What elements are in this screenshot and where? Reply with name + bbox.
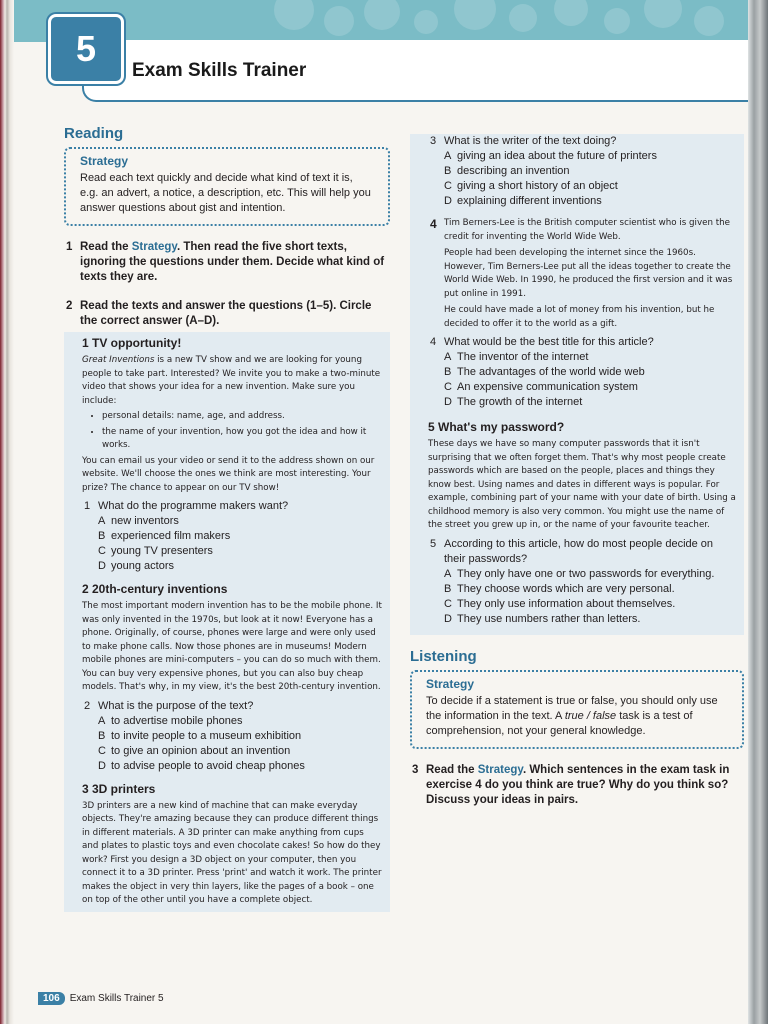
reading-strategy-box xyxy=(64,147,390,226)
question-3 xyxy=(428,134,736,149)
option-text: new inventors xyxy=(111,515,179,527)
listening-heading: Listening xyxy=(410,647,477,665)
task-1 xyxy=(64,240,390,285)
option-text: to give an opinion about an invention xyxy=(111,744,291,757)
text-1-intro-rest: is a new TV show and we are looking for young people to take part. Interested? We invite you to make a two-minute video that shows your idea for a new invention. Make sure you include: xyxy=(82,355,381,406)
task-3 xyxy=(410,763,744,808)
option-letter: B xyxy=(98,530,106,542)
question-2 xyxy=(82,699,382,714)
option-letter: D xyxy=(444,195,452,207)
option-letter: A xyxy=(444,150,452,162)
text-3-body: 3D printers are a new kind of machine that can make everyday objects. They're amazing because they can produce different things in different materials. A 3D printer can make anything from cups and plates to plastic toys and even chocolate cakes! So how do they work? First you design a 3D object on your computer, then you connect it to a 3D printer. Press 'print' and watch it work. The printer makes the object in very thin layers, like the pages of a book – one on top of the other until you have a complete object. xyxy=(82,800,382,905)
option-text: The inventor of the internet xyxy=(457,351,589,363)
text-1-bullets xyxy=(82,410,382,453)
text-3-title: 3 3D printers xyxy=(82,781,156,796)
option-text: giving an idea about the future of printers xyxy=(457,150,657,162)
option-letter: B xyxy=(98,729,106,742)
option-letter: D xyxy=(98,759,106,772)
show-name: Great Inventions xyxy=(82,355,155,365)
listening-strategy-box xyxy=(410,670,744,749)
option-text: to advertise mobile phones xyxy=(111,714,243,727)
question-text: What would be the best title for this article? xyxy=(444,336,654,348)
strategy-link: Strategy xyxy=(131,241,177,253)
question-number: 1 xyxy=(84,500,91,512)
footer-label: Exam Skills Trainer 5 xyxy=(69,993,164,1004)
question-number: 5 xyxy=(430,537,437,550)
option-letter: B xyxy=(444,165,452,177)
text-1-outro: You can email us your video or send it to the address shown on our website. We'll choose the ones we think are most interesting. Your prize? The chance to appear on our TV show! xyxy=(82,455,375,493)
answer-option[interactable] xyxy=(82,544,382,559)
answer-option[interactable] xyxy=(82,744,382,759)
question-4 xyxy=(428,335,736,350)
question-1 xyxy=(82,499,382,514)
option-text: explaining different inventions xyxy=(457,195,602,207)
question-text: What is the purpose of the text? xyxy=(98,699,254,712)
answer-option[interactable] xyxy=(428,567,736,582)
answer-option[interactable] xyxy=(428,582,736,597)
option-text: describing an invention xyxy=(457,165,570,177)
answer-option[interactable] xyxy=(82,529,382,544)
book-binding-edge xyxy=(0,0,14,1024)
page-right-edge xyxy=(748,0,768,1024)
task-number: 2 xyxy=(66,300,73,312)
answer-option[interactable] xyxy=(82,729,382,744)
text-4-paragraph: He could have made a lot of money from his invention, but he decided to offer it to the world as a gift. xyxy=(444,305,715,329)
answer-option[interactable] xyxy=(428,350,736,365)
text-1-title: 1 TV opportunity! xyxy=(82,336,182,350)
header-banner xyxy=(14,0,748,42)
option-letter: C xyxy=(444,597,452,610)
page-footer xyxy=(38,992,164,1005)
unit-number-badge: 5 xyxy=(48,14,124,84)
option-text: An expensive communication system xyxy=(457,381,638,393)
task-number: 1 xyxy=(66,241,73,253)
answer-option[interactable] xyxy=(428,365,736,380)
reading-text-block-right xyxy=(410,134,744,635)
text-1-intro xyxy=(82,354,382,408)
reading-heading: Reading xyxy=(64,125,124,142)
question-number: 3 xyxy=(430,135,437,147)
reading-text-block-left xyxy=(64,332,390,912)
strategy-text: Read each text quickly and decide what kind of text it is, e.g. an advert, a notice, a description, etc. This will help you answer questions about gist and intention. xyxy=(80,172,371,214)
question-5 xyxy=(428,537,736,567)
text-4-number: 4 xyxy=(430,217,437,231)
bullet-item: • personal details: name, age, and address. xyxy=(102,410,382,424)
text-2-title: 2 20th-century inventions xyxy=(82,582,228,596)
option-letter: A xyxy=(98,714,106,727)
answer-option[interactable] xyxy=(428,179,736,194)
text-5-title: 5 What's my password? xyxy=(428,420,565,434)
task-2 xyxy=(64,299,390,329)
option-text: They only use information about themselves. xyxy=(457,597,676,610)
option-letter: D xyxy=(444,396,452,408)
left-column xyxy=(64,126,390,912)
option-text: The growth of the internet xyxy=(457,396,583,408)
task-text-part: . Which sentences in the exam task in exercise 4 do you think are true? Why do you think so? Discuss your ideas in pairs. xyxy=(426,763,730,806)
answer-option[interactable] xyxy=(82,514,382,529)
answer-option[interactable] xyxy=(428,380,736,395)
text-5-body: These days we have so many computer passwords that it isn't surprising that we often forget them. That's why most people create passwords which are based on the people, places and things they know best. Using names and dates in different ways is popular. For example, combining part of your name with your date of birth. Using a childhood memory is also very common. You might use the name of the street you grew up in, or the name of your favourite teacher. xyxy=(428,439,736,530)
question-text: What do the programme makers want? xyxy=(98,500,289,512)
option-letter: D xyxy=(444,612,452,625)
strategy-text-italic: true / false xyxy=(564,709,617,722)
option-letter: D xyxy=(98,560,106,572)
option-letter: C xyxy=(98,545,106,557)
strategy-title: Strategy xyxy=(426,676,475,691)
answer-option[interactable] xyxy=(428,597,736,612)
right-column xyxy=(410,134,744,808)
task-text-part: Read the xyxy=(426,763,478,776)
task-text-part: Read the xyxy=(80,241,132,253)
option-text: young TV presenters xyxy=(111,545,213,557)
strategy-text xyxy=(426,694,728,739)
option-letter: A xyxy=(98,515,106,527)
option-text: young actors xyxy=(111,560,174,572)
option-letter: A xyxy=(444,351,452,363)
question-text: What is the writer of the text doing? xyxy=(444,135,617,147)
question-text: According to this article, how do most people decide on their passwords? xyxy=(444,537,714,565)
answer-option[interactable] xyxy=(428,164,736,179)
answer-option[interactable] xyxy=(428,149,736,164)
option-letter: B xyxy=(444,366,452,378)
page-title: Exam Skills Trainer xyxy=(132,60,307,81)
strategy-text-part: To decide if a statement is true or false, you should only use the information in the text. A xyxy=(426,694,718,722)
option-letter: C xyxy=(98,744,106,757)
answer-option[interactable] xyxy=(428,612,736,631)
option-text: to advise people to avoid cheap phones xyxy=(111,759,305,772)
option-text: to invite people to a museum exhibition xyxy=(111,729,302,742)
option-letter: B xyxy=(444,582,452,595)
bullet-item: • the name of your invention, how you got the idea and how it works. xyxy=(102,426,382,453)
text-4-paragraph: Tim Berners-Lee is the British computer scientist who is given the credit for inventing the World Wide Web. xyxy=(444,218,730,242)
option-letter: C xyxy=(444,180,452,192)
option-text: giving a short history of an object xyxy=(457,180,618,192)
option-text: They use numbers rather than letters. xyxy=(457,612,641,625)
option-text: The advantages of the world wide web xyxy=(457,366,645,378)
question-number: 2 xyxy=(84,699,91,712)
answer-option[interactable] xyxy=(82,559,382,574)
task-text-part: . Then read the five short texts, ignoring the questions under them. Decide what kind of texts they are. xyxy=(80,241,385,283)
text-4 xyxy=(428,217,736,331)
option-text: They choose words which are very personal. xyxy=(457,582,675,595)
strategy-title: Strategy xyxy=(80,154,129,168)
answer-option[interactable] xyxy=(82,759,382,774)
option-letter: C xyxy=(444,381,452,393)
text-2-body: The most important modern invention has to be the mobile phone. It was only invented in the 1970s, but look at it now! Everyone has a phone. Originally, of course, phones were large and were only used to make phone calls. Now those phones are in museums! Modern mobile phones are mini-computers – you can do so much with them. You can buy very expensive phones, but you can also buy cheap models. That's why, in my view, it's the best 20th-century invention. xyxy=(82,601,382,692)
option-text: experienced film makers xyxy=(111,530,231,542)
answer-option[interactable] xyxy=(82,714,382,729)
strategy-text-part: task is a test of comprehension, not your general knowledge. xyxy=(426,709,693,737)
task-number: 3 xyxy=(412,763,419,776)
text-4-paragraph: People had been developing the internet since the 1960s. However, Tim Berners-Lee put all the ideas together to create the World Wide Web. In 1990, he produced the first version and it was put online in 1991. xyxy=(444,248,733,299)
answer-option[interactable] xyxy=(428,194,736,209)
answer-option[interactable] xyxy=(428,395,736,410)
task-text: Read the texts and answer the questions (1–5). Circle the correct answer (A–D). xyxy=(80,300,372,327)
question-number: 4 xyxy=(430,336,437,348)
option-text: They only have one or two passwords for everything. xyxy=(457,567,715,580)
strategy-link: Strategy xyxy=(477,763,523,776)
option-letter: A xyxy=(444,567,452,580)
page-number: 106 xyxy=(38,992,65,1005)
